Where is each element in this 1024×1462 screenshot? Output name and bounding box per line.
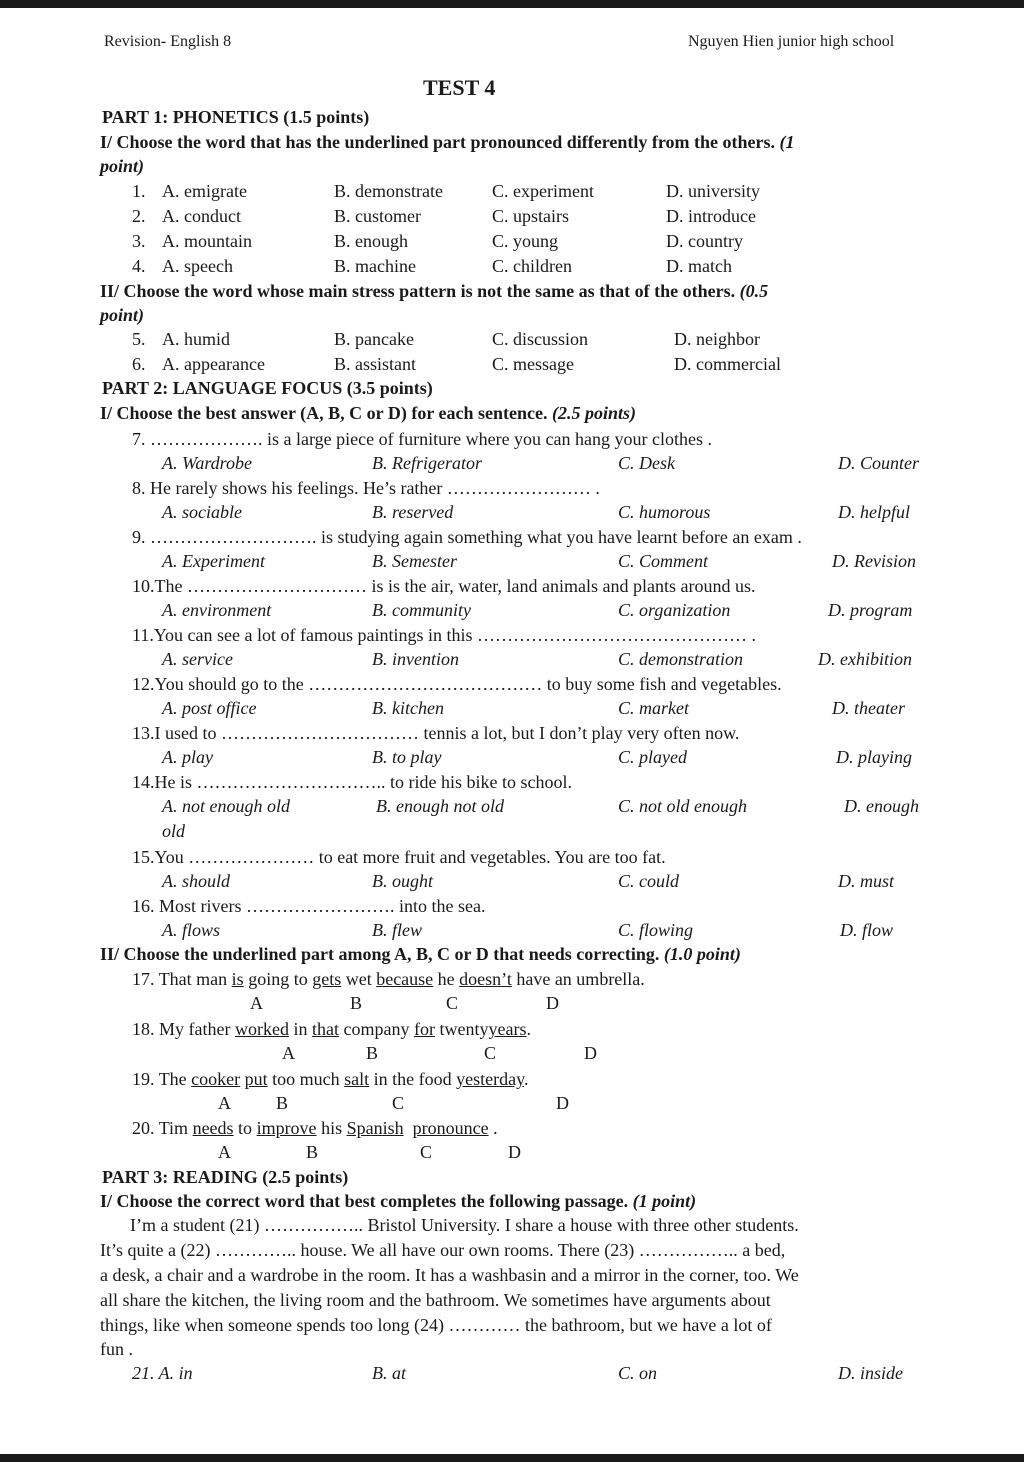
q7-option-a: A. Wardrobe	[162, 453, 252, 473]
q21-option-a: 21. A. in	[132, 1363, 193, 1383]
q17-underline-c[interactable]: because	[376, 969, 434, 989]
q6-option-b: B. assistant	[334, 354, 417, 374]
q17-label-c: C	[446, 993, 459, 1013]
q5-option-d: D. neighbor	[674, 329, 760, 349]
q7-option-b: B. Refrigerator	[372, 453, 482, 473]
part1-heading: PART 1: PHONETICS (1.5 points)	[102, 107, 370, 127]
q14-option-b: B. enough not old	[376, 796, 504, 816]
q12-option-b: B. kitchen	[372, 698, 444, 718]
q19-underline-d[interactable]: yesterday	[456, 1069, 524, 1089]
q10-stem: 10.The ………………………… is is the air, water, land animals and plants around us.	[132, 576, 756, 596]
q7-stem: 7. ………………. is a large piece of furniture where you can hang your clothes .	[132, 429, 712, 449]
q20-underline-c[interactable]: Spanish	[346, 1118, 404, 1138]
q16-option-d: D. flow	[840, 920, 894, 940]
q13-option-a: A. play	[162, 747, 213, 767]
q17-sentence: 17. That man is going to gets wet because he doesn’t have an umbrella.	[132, 969, 645, 989]
q4-option-a: A. speech	[162, 256, 233, 276]
q5-option-c: C. discussion	[492, 329, 589, 349]
q18-label-c: C	[484, 1043, 497, 1063]
q12-option-c: C. market	[618, 698, 689, 718]
q1-option-a: A. emigrate	[162, 181, 247, 201]
q8-option-a: A. sociable	[162, 502, 242, 522]
q17-label-b: B	[350, 993, 363, 1013]
q15-option-c: C. could	[618, 871, 679, 891]
q20-underline-a[interactable]: needs	[192, 1118, 234, 1138]
q20-underline-b[interactable]: improve	[256, 1118, 317, 1138]
part3-sec1-instruction: I/ Choose the correct word that best completes the following passage. (1 point)	[100, 1191, 697, 1211]
passage-line-4: all share the kitchen, the living room and the bathroom. We sometimes have arguments about	[100, 1290, 771, 1310]
q15-stem: 15.You ………………… to eat more fruit and vegetables. You are too fat.	[132, 847, 666, 867]
q8-option-b: B. reserved	[372, 502, 454, 522]
passage-line-2: It’s quite a (22) ………….. house. We all have our own rooms. There (23) …………….. a bed,	[100, 1240, 786, 1260]
q19-label-d: D	[556, 1093, 569, 1113]
q9-option-a: A. Experiment	[162, 551, 265, 571]
q20-label-c: C	[420, 1142, 433, 1162]
q19-sentence: 19. The cooker put too much salt in the food yesterday.	[132, 1069, 529, 1089]
q14-stem: 14.He is ………………………….. to ride his bike to school.	[132, 772, 572, 792]
q2-option-a: A. conduct	[162, 206, 241, 226]
q3-option-d: D. country	[666, 231, 743, 251]
q14-option-d-continued: old	[162, 821, 186, 841]
q10-option-c: C. organization	[618, 600, 731, 620]
q1-option-c: C. experiment	[492, 181, 594, 201]
q13-option-c: C. played	[618, 747, 687, 767]
q21-option-b: B. at	[372, 1363, 406, 1383]
q12-stem: 12.You should go to the ………………………………… to buy some fish and vegetables.	[132, 674, 782, 694]
q3-option-c: C. young	[492, 231, 559, 251]
q2-option-b: B. customer	[334, 206, 421, 226]
q18-underline-c[interactable]: for	[413, 1019, 435, 1039]
q14-option-a: A. not enough old	[162, 796, 290, 816]
top-border	[0, 0, 1024, 8]
q11-option-c: C. demonstration	[618, 649, 744, 669]
part1-sec2-instruction: II/ Choose the word whose main stress pattern is not the same as that of the others. (0.5	[100, 281, 769, 301]
q2-option-d: D. introduce	[666, 206, 756, 226]
q19-underline-b[interactable]: put	[244, 1069, 268, 1089]
q11-option-b: B. invention	[372, 649, 459, 669]
q20-label-b: B	[306, 1142, 319, 1162]
part1-sec1-instruction: I/ Choose the word that has the underlined part pronounced differently from the others. (1	[100, 132, 795, 152]
q6-option-d: D. commercial	[674, 354, 781, 374]
part2-sec1-instruction: I/ Choose the best answer (A, B, C or D) for each sentence. (2.5 points)	[100, 403, 636, 423]
q14-option-d: D. enough	[844, 796, 919, 816]
q18-underline-a[interactable]: worked	[234, 1019, 289, 1039]
passage-line-3: a desk, a chair and a wardrobe in the room. It has a washbasin and a mirror in the corner, too. We	[100, 1265, 799, 1285]
q9-stem: 9. ………………………. is studying again something what you have learnt before an exam .	[132, 527, 802, 547]
q16-option-c: C. flowing	[618, 920, 694, 940]
q6-number: 6.	[132, 354, 146, 374]
passage-line-6: fun .	[100, 1339, 133, 1359]
q9-option-d: D. Revision	[832, 551, 916, 571]
q9-option-b: B. Semester	[372, 551, 457, 571]
q19-label-c: C	[392, 1093, 405, 1113]
q4-option-d: D. match	[666, 256, 732, 276]
q8-stem: 8. He rarely shows his feelings. He’s rather …………………… .	[132, 478, 600, 498]
q4-option-c: C. children	[492, 256, 572, 276]
q7-option-c: C. Desk	[618, 453, 675, 473]
q18-sentence: 18. My father worked in that company for twentyyears.	[132, 1019, 531, 1039]
q21-option-d: D. inside	[838, 1363, 903, 1383]
q10-option-a: A. environment	[162, 600, 272, 620]
bottom-border	[0, 1454, 1024, 1462]
q20-label-d: D	[508, 1142, 521, 1162]
q1-number: 1.	[132, 181, 146, 201]
q16-stem: 16. Most rivers ……………………. into the sea.	[132, 896, 486, 916]
q20-underline-d[interactable]: pronounce	[412, 1118, 489, 1138]
q19-label-b: B	[276, 1093, 289, 1113]
page-title: TEST 4	[423, 75, 496, 100]
q12-option-a: A. post office	[162, 698, 257, 718]
part3-heading: PART 3: READING (2.5 points)	[102, 1167, 349, 1187]
q21-option-c: C. on	[618, 1363, 658, 1383]
q1-option-d: D. university	[666, 181, 760, 201]
q5-number: 5.	[132, 329, 146, 349]
q17-label-a: A	[250, 993, 263, 1013]
q19-underline-a[interactable]: cooker	[191, 1069, 241, 1089]
q3-number: 3.	[132, 231, 146, 251]
q5-option-b: B. pancake	[334, 329, 414, 349]
part1-sec1-points: point)	[100, 156, 145, 176]
q7-option-d: D. Counter	[838, 453, 919, 473]
q6-option-c: C. message	[492, 354, 574, 374]
q18-label-a: A	[282, 1043, 295, 1063]
q16-option-b: B. flew	[372, 920, 422, 940]
q3-option-a: A. mountain	[162, 231, 252, 251]
q15-option-d: D. must	[838, 871, 895, 891]
q11-option-d: D. exhibition	[818, 649, 912, 669]
header-right: Nguyen Hien junior high school	[688, 33, 895, 50]
q13-stem: 13.I used to …………………………… tennis a lot, but I don’t play very often now.	[132, 723, 740, 743]
part2-heading: PART 2: LANGUAGE FOCUS (3.5 points)	[102, 378, 433, 398]
q15-option-a: A. should	[162, 871, 231, 891]
q18-underline-d[interactable]: years	[488, 1019, 527, 1039]
q19-label-a: A	[218, 1093, 231, 1113]
q4-option-b: B. machine	[334, 256, 416, 276]
q12-option-d: D. theater	[832, 698, 905, 718]
q8-option-c: C. humorous	[618, 502, 711, 522]
part2-sec2-instruction: II/ Choose the underlined part among A, B, C or D that needs correcting. (1.0 point)	[100, 944, 741, 964]
q18-underline-b[interactable]: that	[311, 1019, 339, 1039]
q10-option-b: B. community	[372, 600, 471, 620]
q16-option-a: A. flows	[162, 920, 221, 940]
part1-sec2-points: point)	[100, 305, 145, 325]
q5-option-a: A. humid	[162, 329, 231, 349]
q13-option-d: D. playing	[836, 747, 912, 767]
q18-label-d: D	[584, 1043, 597, 1063]
q9-option-c: C. Comment	[618, 551, 708, 571]
q14-option-c: C. not old enough	[618, 796, 747, 816]
header-left: Revision- English 8	[104, 33, 232, 50]
q15-option-b: B. ought	[372, 871, 433, 891]
q20-sentence: 20. Tim needs to improve his Spanish pronounce .	[132, 1118, 498, 1138]
passage-line-1: I’m a student (21) …………….. Bristol University. I share a house with three other students.	[130, 1215, 799, 1235]
q2-number: 2.	[132, 206, 146, 226]
q10-option-d: D. program	[828, 600, 913, 620]
q17-underline-a[interactable]: is	[231, 969, 244, 989]
q17-underline-b[interactable]: gets	[312, 969, 342, 989]
q13-option-b: B. to play	[372, 747, 442, 767]
q2-option-c: C. upstairs	[492, 206, 570, 226]
q8-option-d: D. helpful	[838, 502, 910, 522]
q20-label-a: A	[218, 1142, 231, 1162]
q17-label-d: D	[546, 993, 559, 1013]
q11-option-a: A. service	[162, 649, 233, 669]
passage-line-5: things, like when someone spends too long (24) ………… the bathroom, but we have a lot of	[100, 1315, 772, 1335]
q1-option-b: B. demonstrate	[334, 181, 443, 201]
q11-stem: 11.You can see a lot of famous paintings in this ……………………………………… .	[132, 625, 756, 645]
q6-option-a: A. appearance	[162, 354, 265, 374]
q4-number: 4.	[132, 256, 146, 276]
q19-underline-c[interactable]: salt	[344, 1069, 370, 1089]
q3-option-b: B. enough	[334, 231, 408, 251]
q18-label-b: B	[366, 1043, 379, 1063]
q17-underline-d[interactable]: doesn’t	[459, 969, 512, 989]
